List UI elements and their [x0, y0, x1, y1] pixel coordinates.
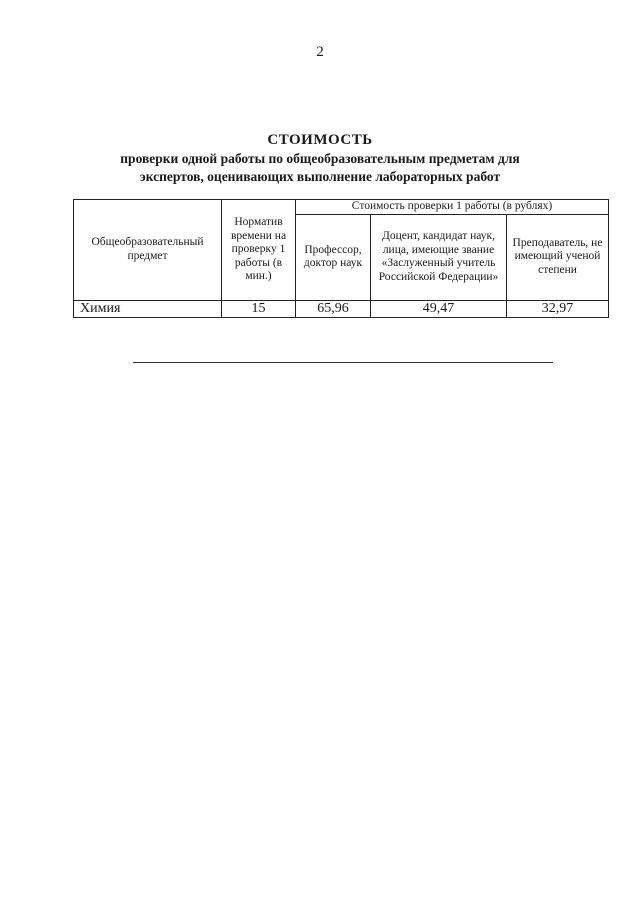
cell-norm: 15: [222, 300, 296, 317]
header-norm: Норматив времени на проверку 1 работы (в мин.): [222, 200, 296, 301]
document-subtitle: [0, 150, 640, 186]
subtitle-line-2: экспертов, оценивающих выполнение лабораторных работ: [139, 169, 501, 184]
header-docent: Доцент, кандидат наук, лица, имеющие звание «Заслуженный учитель Российской Федерации»: [371, 214, 507, 300]
separator-line: [133, 362, 553, 363]
cell-professor: 65,96: [296, 300, 371, 317]
header-professor: Профессор, доктор наук: [296, 214, 371, 300]
cell-docent: 49,47: [371, 300, 507, 317]
header-teacher: Преподаватель, не имеющий ученой степени: [507, 214, 609, 300]
page-number: 2: [316, 44, 324, 60]
header-cost-group: Стоимость проверки 1 работы (в рублях): [296, 200, 609, 215]
table-row: [74, 300, 609, 317]
subtitle-line-1: проверки одной работы по общеобразовательным предметам для: [120, 151, 520, 166]
cell-teacher: 32,97: [507, 300, 609, 317]
cell-subject: Химия: [74, 300, 222, 317]
table-header-row-1: [74, 200, 609, 215]
cost-table: [73, 199, 609, 318]
header-subject: Общеобразовательный предмет: [74, 200, 222, 301]
document-title: СТОИМОСТЬ: [267, 132, 373, 148]
